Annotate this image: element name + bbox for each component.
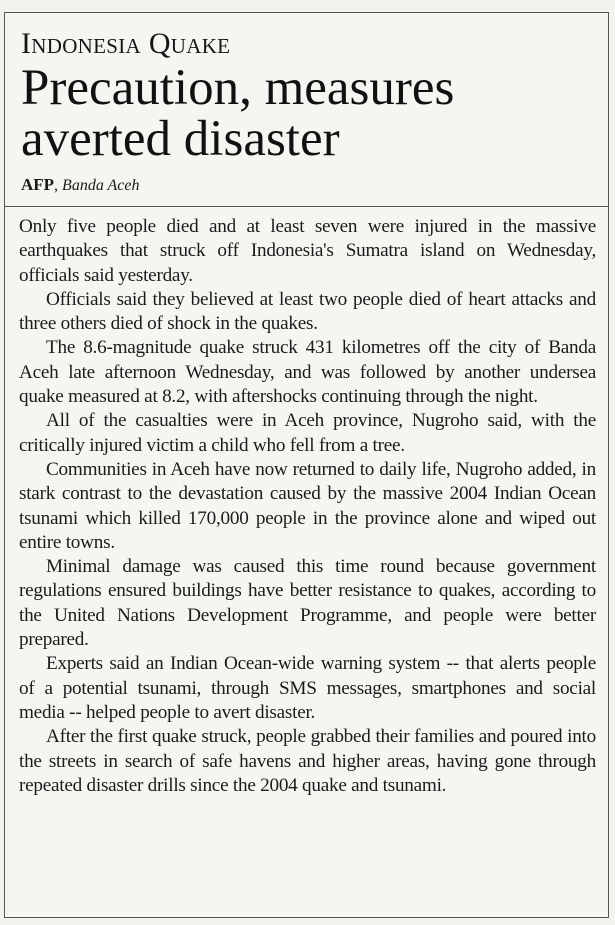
article-paragraph: Only five people died and at least seven were injured in the massive earthquakes that struck off Indonesia's Sumatra island on Wednesday, officials said yesterday. xyxy=(19,216,596,286)
article-headline: Precaution, measures averted disaster xyxy=(21,60,455,167)
byline-divider xyxy=(5,206,608,207)
article-byline xyxy=(21,175,596,196)
newspaper-clipping xyxy=(4,12,609,918)
article-paragraph: Officials said they believed at least two people died of heart attacks and three others died of shock in the quakes. xyxy=(19,288,596,335)
article-paragraph: The 8.6-magnitude quake struck 431 kilometres off the city of Banda Aceh late afternoon Wednesday, and was followed by another undersea quake measured at 8.2, with aftershocks continuing through the night. xyxy=(19,337,596,408)
byline-separator: , xyxy=(54,177,63,194)
byline-dateline: Banda Aceh xyxy=(62,177,140,194)
article-paragraph: Experts said an Indian Ocean-wide warning system -- that alerts people of a potential tsunami, through SMS messages, smartphones and social media -- helped people to avert disaster. xyxy=(19,653,596,723)
byline-agency: AFP xyxy=(21,175,55,194)
article-paragraph: Communities in Aceh have now returned to daily life, Nugroho added, in stark contrast to the devastation caused by the massive 2004 Indian Ocean tsunami which killed 170,000 people in the province alone and wiped out entire towns. xyxy=(19,458,596,553)
article-kicker: Indonesia Quake xyxy=(21,27,231,60)
article-paragraph: After the first quake struck, people grabbed their families and poured into the streets in search of safe havens and higher areas, having gone through repeated disaster drills since the 2004 quake and tsunami. xyxy=(19,726,596,796)
article-paragraph: Minimal damage was caused this time round because government regulations ensured buildings have better resistance to quakes, according to the United Nations Development Programme, and people were better prepared. xyxy=(19,556,596,651)
article-paragraph: All of the casualties were in Aceh province, Nugroho said, with the critically injured victim a child who fell from a tree. xyxy=(19,410,596,456)
article-body xyxy=(19,215,596,798)
